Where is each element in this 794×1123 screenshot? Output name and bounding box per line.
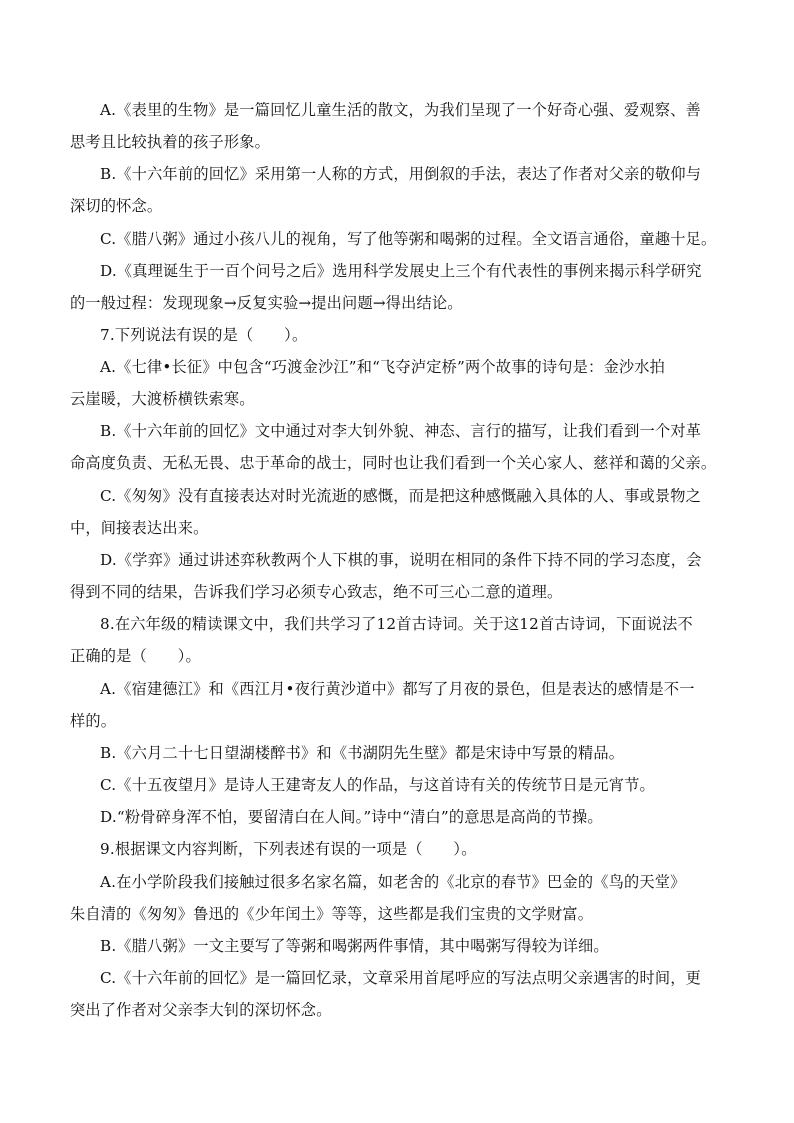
q7-option-b-line2: 命高度负责、无私无畏、忠于革命的战士，同时也让我们看到一个关心家人、慈祥和蔼的父亲。 bbox=[70, 454, 717, 472]
q6-option-d-line1: D.《真理诞生于一百个问号之后》选用科学发展史上三个有代表性的事例来揭示科学研究 bbox=[100, 262, 702, 280]
q7-option-c-line2: 中，间接表达出来。 bbox=[70, 519, 209, 537]
q9-option-c-line1: C.《十六年前的回忆》是一篇回忆录，文章采用首尾呼应的写法点明父亲遇害的时间，更 bbox=[100, 969, 702, 987]
q8-option-a-line1: A.《宿建德江》和《西江月•夜行黄沙道中》都写了月夜的景色，但是表达的感情是不一 bbox=[100, 680, 695, 698]
q8-option-c: C.《十五夜望月》是诗人王建寄友人的作品，与这首诗有关的传统节日是元宵节。 bbox=[100, 776, 655, 794]
q7-option-b-line1: B.《十六年前的回忆》文中通过对李大钊外貌、神态、言行的描写，让我们看到一个对革 bbox=[100, 422, 702, 440]
question-9: 9.根据课文内容判断，下列表述有误的一项是（ ）。 bbox=[100, 840, 477, 858]
question-8-line1: 8.在六年级的精读课文中，我们共学习了12首古诗词。关于这12首古诗词，下面说法不 bbox=[100, 615, 693, 633]
q6-option-d-line2: 的一般过程：发现现象→反复实验→提出问题→得出结论。 bbox=[70, 294, 463, 312]
question-8-line2: 正确的是（ ）。 bbox=[70, 647, 201, 665]
q7-option-a-line1: A.《七律•长征》中包含“巧渡金沙江”和“飞夺泸定桥”两个故事的诗句是：金沙水拍 bbox=[100, 358, 665, 376]
q8-option-a-line2: 样的。 bbox=[70, 712, 117, 730]
q9-option-a-line2: 朱自清的《匆匆》鲁迅的《少年闰土》等等，这些都是我们宝贵的文学财富。 bbox=[70, 905, 594, 923]
q6-option-b-line1: B.《十六年前的回忆》采用第一人称的方式，用倒叙的手法，表达了作者对父亲的敬仰与 bbox=[100, 165, 702, 183]
q8-option-b: B.《六月二十七日望湖楼醉书》和《书湖阴先生壁》都是宋诗中写景的精品。 bbox=[100, 744, 625, 762]
q6-option-a-line1: A.《表里的生物》是一篇回忆儿童生活的散文，为我们呈现了一个好奇心强、爱观察、善 bbox=[100, 101, 701, 119]
q8-option-d: D.“粉骨碎身浑不怕，要留清白在人间。”诗中“清白”的意思是高尚的节操。 bbox=[100, 808, 603, 826]
q9-option-a-line1: A.在小学阶段我们接触过很多名家名篇，如老舍的《北京的春节》巴金的《鸟的天堂》 bbox=[100, 873, 686, 891]
q9-option-c-line2: 突出了作者对父亲李大钊的深切怀念。 bbox=[70, 1001, 332, 1019]
q6-option-b-line2: 深切的怀念。 bbox=[70, 197, 163, 215]
q9-option-b: B.《腊八粥》一文主要写了等粥和喝粥两件事情，其中喝粥写得较为详细。 bbox=[100, 937, 609, 955]
q7-option-d-line2: 得到不同的结果，告诉我们学习必须专心致志，绝不可三心二意的道理。 bbox=[70, 583, 563, 601]
q6-option-a-line2: 思考且比较执着的孩子形象。 bbox=[70, 133, 271, 151]
q7-option-d-line1: D.《学弈》通过讲述弈秋教两个人下棋的事，说明在相同的条件下持不同的学习态度，会 bbox=[100, 551, 702, 569]
q7-option-c-line1: C.《匆匆》没有直接表达对时光流逝的感慨，而是把这种感慨融入具体的人、事或景物之 bbox=[100, 487, 702, 505]
q6-option-c: C.《腊八粥》通过小孩八儿的视角，写了他等粥和喝粥的过程。全文语言通俗，童趣十足。 bbox=[100, 230, 717, 248]
question-7: 7.下列说法有误的是（ ）。 bbox=[100, 326, 308, 344]
q7-option-a-line2: 云崖暖，大渡桥横铁索寒。 bbox=[70, 390, 255, 408]
